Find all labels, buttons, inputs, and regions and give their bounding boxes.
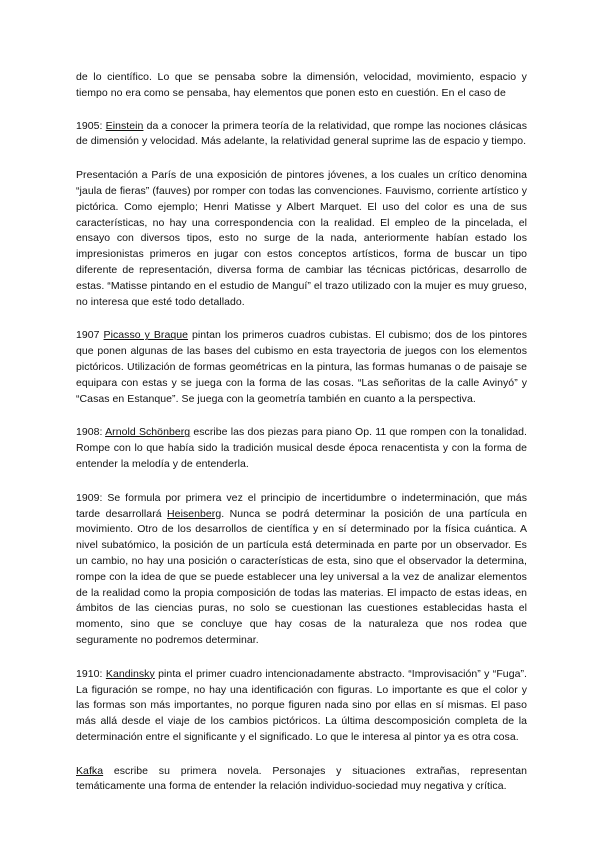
kafka-text: escribe su primera novela. Personajes y situaciones extrañas, representan temáticamente una forma de entender la relación individuo-sociedad muy negativa y crítica. [76, 764, 527, 793]
kandinsky-text: pinta el primer cuadro intencionadamente abstracto. “Improvisación” y “Fuga”. La figuración se rompe, no hay una identificación con figuras. Lo importante es que el color y las formas son más importantes, no porque figuren nada sino por ellas en sí mismas. El paso más allá desde el viaje de los cambios pictóricos. La última descomposición completa de la determinación entre el significante y el significado. Lo que le interesa al pintor ya es otra cosa. [76, 667, 527, 743]
intro-text: de lo científico. Lo que se pensaba sobre la dimensión, velocidad, movimiento, espacio y tiempo no era como se pensaba, hay elementos que ponen esto en cuestión. En el caso de [76, 71, 527, 99]
paragraph-intro [76, 70, 527, 102]
einstein-year: 1905: [76, 119, 106, 132]
cubismo-year: 1907 [76, 329, 104, 342]
paragraph-einstein [76, 119, 527, 151]
paragraph-fauvismo [76, 168, 527, 310]
einstein-text: da a conocer la primera teoría de la relatividad, que rompe las nociones clásicas de dimensión y velocidad. Más adelante, la relatividad general suprime las de espacio y tiempo. [76, 119, 527, 148]
paragraph-heisenberg [76, 491, 527, 649]
schonberg-name: Arnold Schönberg [105, 426, 191, 439]
heisenberg-name: Heisenberg [167, 507, 222, 520]
paragraph-kafka [76, 764, 527, 796]
schonberg-text: escribe las dos piezas para piano Op. 11 que rompen con la tonalidad. Rompe con lo que había sido la tradición musical desde época renacentista y con la forma de entender la melodía y de entenderla. [76, 426, 528, 470]
picasso-braque-name: Picasso y Braque [103, 329, 189, 342]
cubismo-text: pintan los primeros cuadros cubistas. El cubismo; dos de los pintores que ponen algunas de las bases del cubismo en esta trayectoria de juegos con los elementos pictóricos. Utilización de formas geométricas en la pintura, las formas humanas o de paisaje se equipara con estas y se juega con la forma de las cosas. “Las señoritas de la calle Avinyó” y “Casas en Estanque”. Se juega con la geometría también en cuanto a la perspectiva. [76, 329, 527, 405]
paragraph-cubismo [76, 328, 527, 407]
schonberg-year: 1908: [76, 426, 106, 439]
document-body [76, 70, 527, 813]
einstein-name: Einstein [105, 119, 144, 132]
kafka-name: Kafka [76, 764, 104, 777]
paragraph-schonberg [76, 425, 527, 472]
kandinsky-name: Kandinsky [105, 667, 155, 680]
kandinsky-year: 1910: [76, 667, 106, 680]
paragraph-kandinsky [76, 667, 527, 746]
heisenberg-lead: 1909: Se formula por primera vez el principio de incertidumbre o indeterminación, que más tarde desarrollará [76, 491, 527, 520]
fauvismo-text: Presentación a París de una exposición de pintores jóvenes, a los cuales un crítico denomina “jaula de fieras” (fauves) por romper con todas las convenciones. Fauvismo, corriente artístico y pictórica. Como ejemplo; Henri Matisse y Albert Marquet. El uso del color es una de sus características, no hay una correspondencia con la realidad. El empleo de la pincelada, el ensayo con diversos tipos, esto no surge de la nada, anteriormente habían estado los impresionistas primeros en jugar con estos conceptos artísticos, forma de buscar un tipo diferente de representación, diversa forma de cambiar las técnicas pictóricas, desarrollo de estas. “Matisse pintando en el estudio de Manguí” el trazo utilizado con la mujer es muy grueso, no interesa que esté todo detallado. [76, 169, 527, 308]
heisenberg-text: . Nunca se podrá determinar la posición de una partícula en movimiento. Otro de los desarrollos de científica y en sí determinado por la física cuántica. A nivel subatómico, la posición de un partícula está determinada en parte por un observador. Es un cambio, no hay una posición o características de esta, sino que el observador la determina, rompe con la idea de que se puede establecer una ley universal a la vez de analizar elementos de la realidad como la propia composición de todas las materias. El impacto de estas ideas, en ámbitos de las ciencias puras, no solo se cuestionan las cuestiones establecidas hasta el momento, sino que se concluye que hay cosas de la naturaleza que nos rodea que seguramente no podremos determinar. [76, 507, 527, 646]
